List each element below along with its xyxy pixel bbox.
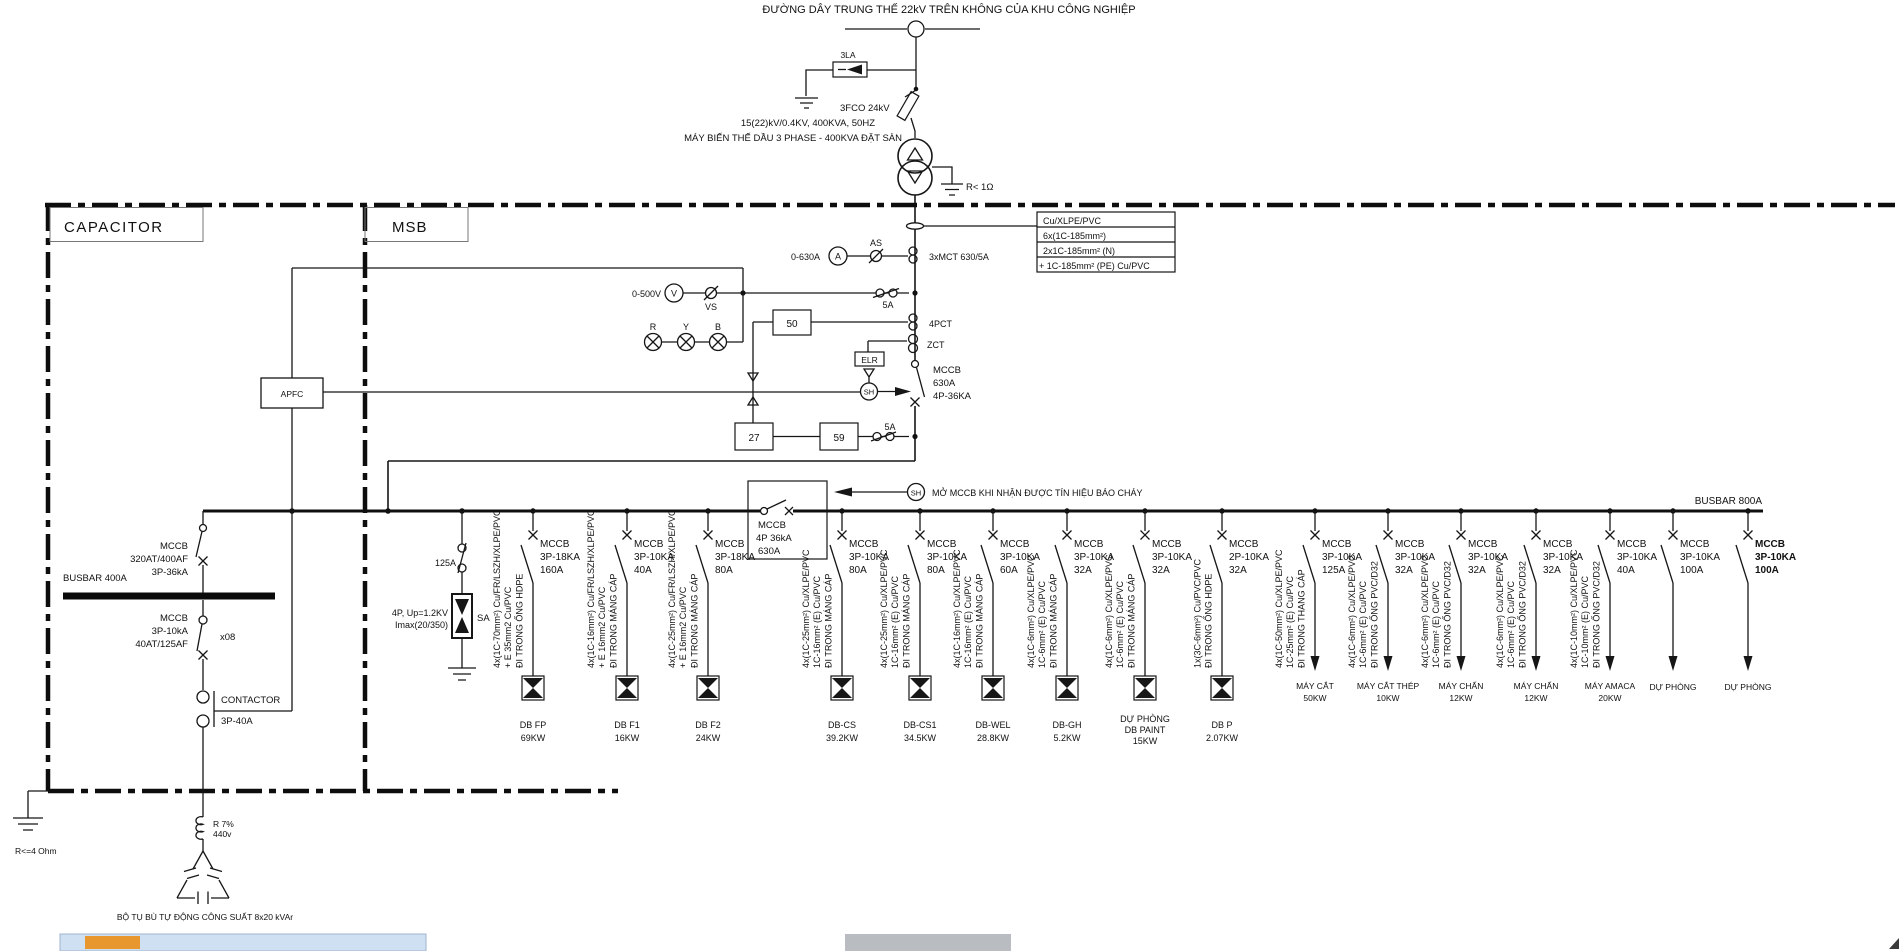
feeder-breaker-label: MCCB <box>1152 539 1182 550</box>
feeder <box>586 508 674 743</box>
main-breaker-label: MCCB <box>933 365 961 376</box>
voltmeter-range: 0-500V <box>631 289 661 299</box>
feeder-breaker-label: 32A <box>1229 565 1247 576</box>
feeder-cable-label: 1C-6mm² (E) Cu/PVC <box>1358 580 1368 668</box>
ct-label: 3xMCT 630/5A <box>929 252 989 262</box>
feeder-breaker-label: 100A <box>1755 565 1779 576</box>
feeder-cable-label: ĐI TRONG MÁNG CÁP <box>689 573 700 668</box>
feeder-breaker-label: 32A <box>1468 565 1486 576</box>
load-arrow-icon <box>1744 656 1753 671</box>
feeder-load-label: MÁY CHẤN <box>1513 681 1559 691</box>
feeder-cable-label: + E 35mm2 Cu/PVC <box>503 586 513 668</box>
feeder-breaker-label: 32A <box>1543 565 1561 576</box>
feeder-breaker-label: 80A <box>927 565 945 576</box>
surge-spec: 4P, Up=1.2KV <box>391 608 448 618</box>
cable-spec-row: 6x(1C-185mm²) <box>1043 231 1107 241</box>
cap-mccb1-label: 320AT/400AF <box>130 554 188 565</box>
cable-spec-box <box>1037 212 1175 272</box>
feeder-breaker-label: 3P-10KA <box>1074 552 1115 563</box>
feeder-breaker-label: 160A <box>540 565 564 576</box>
reactor-label: 440v <box>213 829 232 839</box>
feeder-load-label: 12KW <box>1449 693 1473 703</box>
cap-mccb2-label: 40AT/125AF <box>135 639 188 650</box>
transformer-ground-label: R< 1Ω <box>966 182 994 193</box>
surge-label: SA <box>477 613 490 624</box>
fire-breaker-label: MCCB <box>758 520 786 531</box>
feeder-cable-label: 1C-6mm² (E) Cu/PVC <box>1506 580 1516 668</box>
zct-label: ZCT <box>927 340 945 350</box>
feeder-load-label: DB-CS <box>827 720 857 730</box>
feeder-breaker-label: 3P-10KA <box>1617 552 1658 563</box>
feeder-cable-label: ĐI TRONG MÁNG CÁP <box>1048 573 1059 668</box>
feeder-load-label: 39.2KW <box>825 733 859 743</box>
cable-marker-icon <box>907 223 924 229</box>
feeder-load-label: DB F2 <box>695 720 721 730</box>
feeder-cable-label: 1C-16mm² (E) Cu/PVC <box>890 575 900 668</box>
incoming-line-title: ĐƯỜNG DÂY TRUNG THẾ 22kV TRÊN KHÔNG CỦA KHU CÔNG NGHIỆP <box>762 4 1136 16</box>
feeder-breaker-label: 60A <box>1000 565 1018 576</box>
elr-label: ELR <box>861 355 878 365</box>
main-breaker-label: 4P-36KA <box>933 391 972 402</box>
feeder <box>1104 508 1192 746</box>
feeder <box>1650 508 1721 692</box>
transformer-spec: 15(22)kV/0.4KV, 400KVA, 50HZ <box>740 118 875 129</box>
feeder-cable-label: 1C-6mm² (E) Cu/PVC <box>1431 580 1441 668</box>
feeder-load-label: 34.5KW <box>903 733 937 743</box>
feeder-load-label: DỰ PHÒNG <box>1120 714 1170 724</box>
taskbar-active-button[interactable] <box>85 936 140 949</box>
capacitor-bank-icon <box>177 851 229 904</box>
cap-mccb2-label: MCCB <box>160 613 188 624</box>
feeder-load-label: 16KW <box>614 733 640 743</box>
feeder-cable-label: ĐI TRONG MÁNG CÁP <box>1126 573 1137 668</box>
feeder-load-label: DB-WEL <box>975 720 1011 730</box>
feeder-cable-label: 1C-6mm² (E) Cu/PVC <box>1115 580 1125 668</box>
feeder-breaker-label: 3P-10KA <box>927 552 968 563</box>
feeder-cable-label: ĐI TRONG ỐNG HDPE <box>1203 573 1214 668</box>
feeder-cable-label: 1C-16mm² (E) Cu/PVC <box>963 575 973 668</box>
feeder-load-label: MÁY CHẤN <box>1438 681 1484 691</box>
feeder-breaker-label: 40A <box>1617 565 1635 576</box>
feeder-breaker-label: 3P-18KA <box>540 552 581 563</box>
feeder <box>1193 508 1270 743</box>
contactor-label: 3P-40A <box>221 716 253 727</box>
feeder-breaker-label: MCCB <box>540 539 570 550</box>
feeder <box>1569 508 1657 703</box>
feeder-cable-label: 4x(1C-6mm²) Cu/XLPE/PVC <box>1104 554 1114 668</box>
feeder <box>667 508 755 743</box>
feeder-cable-label: ĐI TRONG THANG CÁP <box>1296 569 1307 668</box>
fire-breaker-label: 630A <box>758 546 781 557</box>
lamp-icon <box>645 334 727 351</box>
feeder-breaker-icon <box>1736 545 1748 583</box>
feeder-breaker-label: 80A <box>849 565 867 576</box>
feeder-load-label: 69KW <box>520 733 546 743</box>
system-ground-label: R<=4 Ohm <box>15 846 57 856</box>
feeder <box>801 508 889 743</box>
load-arrow-icon <box>1457 656 1466 671</box>
volt-fuse-label: 5A <box>882 300 894 310</box>
reactor-label: R 7% <box>213 819 234 829</box>
surge-arrester-branch <box>392 508 490 680</box>
feeder-cable-label: 1C-16mm² (E) Cu/PVC <box>812 575 822 668</box>
feeder-breaker-label: 3P-10KA <box>1543 552 1584 563</box>
feeder-cable-label: 4x(1C-70mm²) Cu/FR/LSZH/XLPE/PVC <box>492 509 502 668</box>
feeder-load-label: 10KW <box>1376 693 1400 703</box>
busbar-800a-label: BUSBAR 800A <box>1694 496 1762 507</box>
feeder-cable-label: 1C-25mm² (E) Cu/PVC <box>1285 575 1295 668</box>
load-arrow-icon <box>1606 656 1615 671</box>
surge-fuse-label: 125A <box>434 558 456 568</box>
feeder-breaker-label: 32A <box>1152 565 1170 576</box>
feeder-cable-label: ĐI TRONG ỐNG PVC/D32 <box>1369 561 1380 668</box>
transformer-icon <box>898 139 932 195</box>
contactor-icon <box>197 715 209 727</box>
feeder-breaker-label: 3P-10KA <box>1395 552 1436 563</box>
line-tap-node <box>908 21 924 37</box>
lamp-label: Y <box>682 322 690 332</box>
lamp-label: B <box>714 322 722 332</box>
feeder-cable-label: 4x(1C-6mm²) Cu/XLPE/PVC <box>1495 554 1505 668</box>
feeders <box>492 508 1796 746</box>
feeder-load-label: 12KW <box>1524 693 1548 703</box>
feeder-load-label: 15KW <box>1132 736 1158 746</box>
feeder-load-label: DB F1 <box>614 720 640 730</box>
feeder-cable-label: ĐI TRONG ỐNG PVC/D32 <box>1591 561 1602 668</box>
feeder-cable-label: 4x(1C-6mm²) Cu/XLPE/PVC <box>1347 554 1357 668</box>
feeder-cable-label: 4x(1C-6mm²) Cu/XLPE/PVC <box>1026 554 1036 668</box>
taskbar <box>60 934 1899 951</box>
feeder-cable-label: 4x(1C-25mm²) Cu/FR/LSZH/XLPE/PVC <box>667 509 677 668</box>
feeder-load-label: DB FP <box>519 720 547 730</box>
load-arrow-icon <box>1669 656 1678 671</box>
feeder-breaker-label: 32A <box>1395 565 1413 576</box>
feeder-cable-label: ĐI TRONG MÁNG CÁP <box>608 573 619 668</box>
cap-mccb1-label: MCCB <box>160 541 188 552</box>
fire-breaker-label: 4P 36kA <box>756 533 792 544</box>
feeder-load-label: DỰ PHÒNG <box>1649 682 1697 692</box>
capacitor-bank-caption: BỘ TỤ BÙ TỰ ĐỘNG CÔNG SUẤT 8x20 kVAr <box>116 912 294 922</box>
fire-shunt-label: SH <box>910 488 922 498</box>
feeder-load-label: 5.2KW <box>1053 733 1081 743</box>
feeder-breaker-label: 3P-10KA <box>1755 552 1797 563</box>
feeder-cable-label: 4x(1C-25mm²) Cu/XLPE/PVC <box>879 549 889 668</box>
feeder-cable-label: 4x(1C-6mm²) Cu/XLPE/PVC <box>1420 554 1430 668</box>
feeder-load-label: 50KW <box>1303 693 1327 703</box>
feeder-breaker-label: MCCB <box>927 539 957 550</box>
feeder-load-label: DB P <box>1211 720 1233 730</box>
fire-trip-note: MỞ MCCB KHI NHẬN ĐƯỢC TÍN HIỆU BÁO CHÁY <box>932 488 1143 498</box>
feeder <box>492 508 580 743</box>
feeder-cable-label: + E 16mm2 Cu/PVC <box>678 586 688 668</box>
feeder-breaker-label: 3P-10KA <box>1468 552 1509 563</box>
reactor-icon <box>196 817 203 840</box>
zct-icon <box>909 335 918 353</box>
feeder-breaker-label: 125A <box>1322 565 1346 576</box>
relay-27-label: 27 <box>748 433 760 444</box>
surge-spec: Imax(20/350) <box>394 620 448 630</box>
feeder-load-label: DB-GH <box>1052 720 1082 730</box>
cable-spec-row: 2x1C-185mm² (N) <box>1043 246 1116 256</box>
feeder-breaker-label: MCCB <box>1543 539 1573 550</box>
ammeter-letter: A <box>834 251 842 262</box>
fuse-cutout-label: 3FCO 24kV <box>840 103 890 114</box>
feeder-cable-label: 4x(1C-25mm²) Cu/XLPE/PVC <box>801 549 811 668</box>
capacitor-panel-label: CAPACITOR <box>64 219 164 236</box>
shunt-trip-label: SH <box>863 387 875 397</box>
feeder-cable-label: 4x(1C-10mm²) Cu/XLPE/PVC <box>1569 549 1579 668</box>
feeder-cable-label: ĐI TRONG ỐNG HDPE <box>514 573 525 668</box>
feeder-breaker-label: 3P-10KA <box>634 552 675 563</box>
cable-spec-row: Cu/XLPE/PVC <box>1043 216 1102 226</box>
feeder-cable-label: ĐI TRONG ỐNG PVC/D32 <box>1517 561 1528 668</box>
relay-50-label: 50 <box>786 319 798 330</box>
feeder-breaker-label: MCCB <box>1000 539 1030 550</box>
cable-spec-row: + 1C-185mm² (PE) Cu/PVC <box>1039 261 1150 271</box>
ground-icon <box>13 818 43 830</box>
feeder-load-label: 20KW <box>1598 693 1622 703</box>
lamp-label: R <box>649 322 657 332</box>
feeder-cable-label: ĐI TRONG MÁNG CÁP <box>901 573 912 668</box>
corner-arrow-icon[interactable] <box>1889 938 1899 949</box>
feeder-load-label: MÁY AMACA <box>1584 681 1636 691</box>
cap-mccb1-label: 3P-36kA <box>151 567 188 578</box>
feeder-load-label: DỰ PHÒNG <box>1724 682 1772 692</box>
feeder-load-label: MÁY CẮT <box>1296 681 1334 691</box>
feeder-cable-label: + E 16mm2 Cu/PVC <box>597 586 607 668</box>
voltmeter-switch-label: VS <box>704 302 718 312</box>
feeder-breaker-label: 3P-10KA <box>849 552 890 563</box>
fuse-cutout-icon <box>897 92 919 121</box>
feeder-cable-label: 4x(1C-16mm²) Cu/FR/LSZH/XLPE/PVC <box>586 509 596 668</box>
load-arrow-icon <box>1384 656 1393 671</box>
feeder-breaker-label: MCCB <box>1755 539 1785 550</box>
fire-breaker <box>748 481 827 559</box>
ground-icon <box>941 184 963 195</box>
feeder-breaker-label: MCCB <box>849 539 879 550</box>
feeder-cable-label: ĐI TRONG MÁNG CÁP <box>974 573 985 668</box>
load-arrow-icon <box>1532 656 1541 671</box>
feeder-cable-label: ĐI TRONG ỐNG PVC/D32 <box>1442 561 1453 668</box>
feeder-cable-label: 1x(3C-6mm²) Cu/PVC/PVC <box>1192 558 1203 668</box>
fuse-icon <box>871 432 896 441</box>
trip-arrow-icon <box>895 387 911 396</box>
feeder-cable-label: 1C-10mm² (E) Cu/PVC <box>1580 575 1590 668</box>
feeder-cable-label: 4x(1C-50mm²) Cu/XLPE/PVC <box>1274 549 1284 668</box>
feeder <box>1026 508 1114 743</box>
feeder-breaker-label: 3P-10KA <box>1322 552 1363 563</box>
load-arrow-icon <box>1311 656 1320 671</box>
feeder-breaker-label: 3P-10KA <box>1000 552 1041 563</box>
feeder-breaker-label: MCCB <box>715 539 745 550</box>
feeder-breaker-label: 80A <box>715 565 733 576</box>
fuse-icon <box>873 289 899 298</box>
feeder-load-label: 28.8KW <box>976 733 1010 743</box>
fire-trip-arrow-icon <box>834 488 852 497</box>
main-breaker-label: 630A <box>933 378 956 389</box>
ammeter-switch-label: AS <box>869 238 883 248</box>
feeder-load-label: 24KW <box>695 733 721 743</box>
contactor-label: CONTACTOR <box>221 695 281 706</box>
feeder-breaker-label: 2P-10KA <box>1229 552 1270 563</box>
feeder-breaker-label: 3P-10KA <box>1680 552 1721 563</box>
feeder-breaker-label: MCCB <box>634 539 664 550</box>
taskbar-gray-strip[interactable] <box>845 934 1011 951</box>
busbar-400a-label: BUSBAR 400A <box>63 573 127 584</box>
feeder-breaker-label: MCCB <box>1680 539 1710 550</box>
feeder-load-label: MÁY CẮT THÉP <box>1356 681 1420 691</box>
feeder-breaker-label: MCCB <box>1229 539 1259 550</box>
contactor-icon <box>197 691 209 703</box>
feeder-breaker-icon <box>1661 545 1673 583</box>
feeder-breaker-label: MCCB <box>1322 539 1352 550</box>
ammeter-range: 0-630A <box>790 252 820 262</box>
voltmeter-letter: V <box>670 288 678 299</box>
relay-59-label: 59 <box>833 433 845 444</box>
arrester-label: 3LA <box>840 50 856 60</box>
feeder-breaker-label: MCCB <box>1074 539 1104 550</box>
feeder <box>1725 508 1797 692</box>
transformer-name: MÁY BIẾN THẾ DẦU 3 PHASE - 400KVA ĐẶT SÀN <box>684 133 902 144</box>
ground-icon <box>448 668 476 680</box>
feeder-load-label: DB PAINT <box>1124 725 1166 735</box>
feeder-load-label: 2.07KW <box>1205 733 1239 743</box>
feeder-breaker-label: 3P-18KA <box>715 552 756 563</box>
ct4-label: 4PCT <box>929 319 953 329</box>
feeder-breaker-label: MCCB <box>1395 539 1425 550</box>
feeder-breaker-label: MCCB <box>1617 539 1647 550</box>
ground-icon <box>795 98 818 108</box>
relay-fuse-label: 5A <box>884 422 896 432</box>
feeder-breaker-label: MCCB <box>1468 539 1498 550</box>
msb-panel-label: MSB <box>392 219 428 236</box>
feeder-breaker-label: 3P-10KA <box>1152 552 1193 563</box>
feeder-load-label: DB-CS1 <box>903 720 937 730</box>
feeder-breaker-label: 40A <box>634 565 652 576</box>
apfc-label: APFC <box>280 389 304 399</box>
feeder-breaker-label: 100A <box>1680 565 1704 576</box>
cap-mccb2-label: 3P-10kA <box>151 626 188 637</box>
cap-steps-label: x08 <box>220 632 236 643</box>
feeder-cable-label: ĐI TRONG MÁNG CÁP <box>823 573 834 668</box>
feeder-breaker-label: 32A <box>1074 565 1092 576</box>
feeder-cable-label: 1C-6mm² (E) Cu/PVC <box>1037 580 1047 668</box>
capacitor-branch <box>63 511 293 922</box>
feeder-cable-label: 4x(1C-16mm²) Cu/XLPE/PVC <box>952 549 962 668</box>
